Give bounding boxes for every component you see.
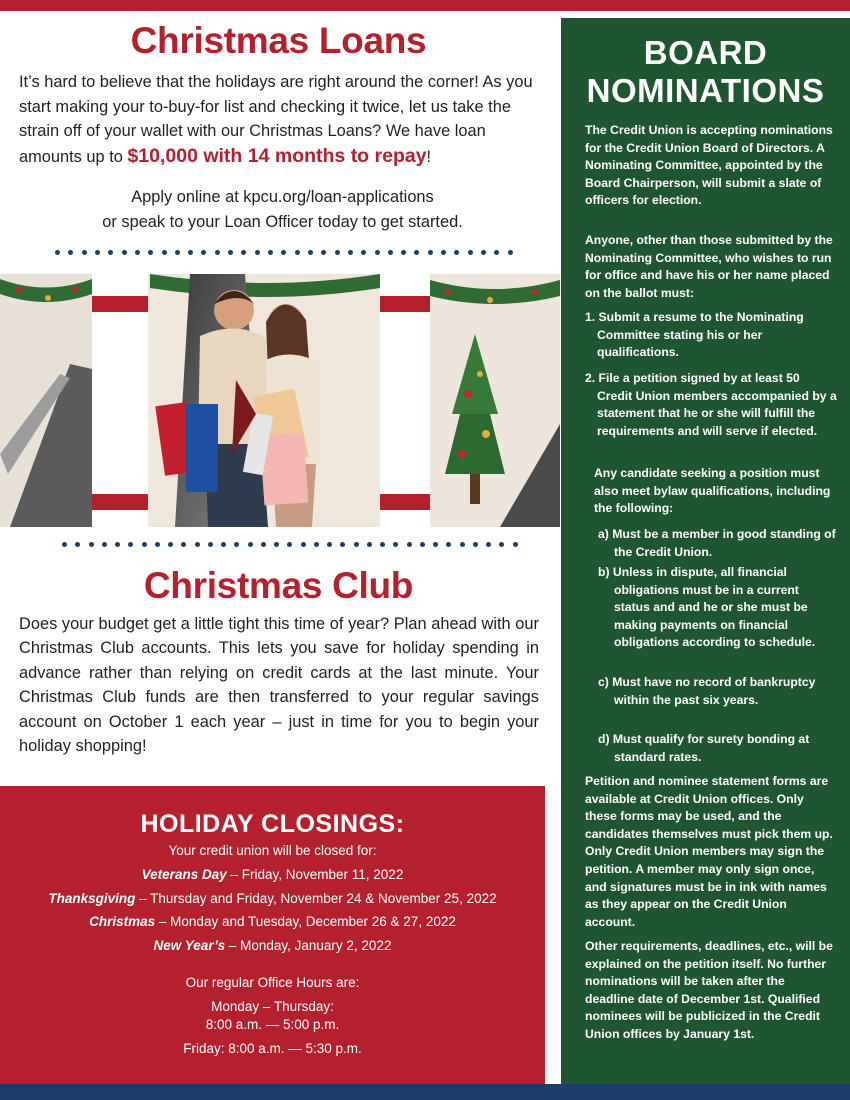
divider-dot	[314, 542, 319, 547]
divider-dot	[248, 542, 253, 547]
divider-dot	[148, 250, 153, 255]
closing-date: Monday, January 2, 2022	[240, 938, 392, 953]
closing-sep: –	[226, 867, 242, 882]
closing-sep: –	[225, 938, 241, 953]
divider-dot	[108, 250, 113, 255]
closing-name: New Year’s	[153, 938, 226, 953]
divider-dot	[195, 542, 200, 547]
divider-dot	[414, 250, 419, 255]
holiday-closings-box	[0, 786, 545, 1084]
divider-dot	[433, 542, 438, 547]
shopping-couple-photo	[0, 274, 560, 527]
divider-dot	[82, 250, 87, 255]
dotted-divider	[62, 542, 518, 547]
divider-dot	[308, 250, 313, 255]
board-paragraph-1: The Credit Union is accepting nominations for the Credit Union Board of Directors. A Nominating Committee, appointed by the Board Chairperson, will submit a slate of officers for election.	[585, 123, 833, 208]
divider-dot	[115, 542, 120, 547]
divider-dot	[162, 250, 167, 255]
divider-dot	[361, 250, 366, 255]
divider-dot	[375, 250, 380, 255]
divider-dot	[473, 542, 478, 547]
divider-dot	[102, 542, 107, 547]
divider-dot	[181, 542, 186, 547]
bylaw-item-d: d) Must qualify for surety bonding at standard rates.	[598, 732, 810, 764]
divider-dot	[327, 542, 332, 547]
divider-dot	[354, 542, 359, 547]
holiday-closings-title: HOLIDAY CLOSINGS:	[140, 810, 405, 838]
closing-sep: –	[155, 914, 171, 929]
divider-dot	[287, 542, 292, 547]
divider-dot	[234, 542, 239, 547]
closing-item	[0, 890, 545, 908]
board-paragraph-3: Any candidate seeking a position must also meet bylaw qualifications, including the following:	[594, 466, 831, 516]
closings-intro: Your credit union will be closed for:	[168, 843, 377, 858]
divider-dot	[261, 542, 266, 547]
divider-dot	[335, 250, 340, 255]
divider-dot	[75, 542, 80, 547]
divider-dot	[68, 250, 73, 255]
board-paragraph-5: Other requirements, deadlines, etc., will be explained on the petition itself. No further nominations will be taken after the deadline date of December 1st. Qualified nominees will be publicized in the Credit Union offices by January 1st.	[585, 939, 833, 1041]
divider-dot	[388, 250, 393, 255]
divider-dot	[122, 250, 127, 255]
divider-dot	[208, 542, 213, 547]
divider-dot	[155, 542, 160, 547]
board-paragraph-4: Petition and nominee statement forms are available at Credit Union offices. Only these forms may be used, and the candidates themselves must pick them up. Only Credit Union members may sign the petition. A member may only sign once, and signatures must be in ink with names as they appear on the Credit Union account.	[585, 774, 833, 929]
divider-dot	[168, 542, 173, 547]
loans-highlight: $10,000 with 14 months to repay	[127, 144, 427, 167]
closing-item	[0, 866, 545, 884]
divider-dot	[241, 250, 246, 255]
closing-date: Friday, November 11, 2022	[241, 867, 404, 882]
divider-dot	[508, 250, 513, 255]
divider-dot	[407, 542, 412, 547]
divider-dot	[401, 250, 406, 255]
divider-dot	[321, 250, 326, 255]
divider-dot	[274, 542, 279, 547]
christmas-loans-text	[19, 70, 539, 169]
divider-dot	[95, 250, 100, 255]
divider-dot	[281, 250, 286, 255]
title-line-1: BOARD	[643, 34, 768, 71]
divider-dot	[420, 542, 425, 547]
bylaw-item-c: c) Must have no record of bankruptcy within the past six years.	[598, 675, 816, 707]
divider-dot	[188, 250, 193, 255]
board-nominations-panel	[561, 18, 850, 1084]
divider-dot	[135, 250, 140, 255]
title-line-2: NOMINATIONS	[586, 72, 825, 109]
divider-dot	[55, 250, 60, 255]
divider-dot	[460, 542, 465, 547]
board-item-2: 2. File a petition signed by at least 50 Credit Union members accompanied by a statement that he or she will fulfill the requirements and will serve if elected.	[585, 371, 837, 438]
divider-dot	[513, 542, 518, 547]
office-hours-friday: Friday: 8:00 a.m. — 5:30 p.m.	[183, 1041, 362, 1056]
apply-info	[0, 185, 565, 235]
loans-intro: It’s hard to believe that the holidays are right around the corner! As you start making your to-buy-for list and checking it twice, let us take the strain off of your wallet with our Christmas Loans? We have loan amounts up to	[19, 73, 533, 166]
divider-dot	[142, 542, 147, 547]
closing-date: Thursday and Friday, November 24 & November 25, 2022	[150, 891, 497, 906]
christmas-loans-title: Christmas Loans	[130, 20, 427, 61]
board-paragraph-2: Anyone, other than those submitted by the Nominating Committee, who wishes to run for office and have his or her name placed on the ballot must:	[585, 233, 833, 300]
divider-dot	[128, 542, 133, 547]
divider-dot	[441, 250, 446, 255]
closing-name: Veterans Day	[141, 867, 227, 882]
divider-dot	[89, 542, 94, 547]
loans-after: !	[426, 147, 432, 166]
divider-dot	[393, 542, 398, 547]
christmas-club-text: Does your budget get a little tight this time of year? Plan ahead with our Christmas Club accounts. This lets you save for holiday spending in advance rather than relying on credit cards at the last minute. Your Christmas Club funds are then transferred to your regular savings account on October 1 each year – just in time for you to begin your holiday shopping!	[19, 615, 539, 756]
divider-dot	[446, 542, 451, 547]
closing-item	[0, 937, 545, 955]
board-nominations-title	[561, 34, 850, 110]
closing-name: Christmas	[89, 914, 156, 929]
divider-dot	[201, 250, 206, 255]
divider-dot	[228, 250, 233, 255]
divider-dot	[301, 542, 306, 547]
divider-dot	[486, 542, 491, 547]
board-item-1: 1. Submit a resume to the Nominating Committee stating his or her qualifications.	[585, 310, 804, 360]
divider-dot	[62, 542, 67, 547]
divider-dot	[454, 250, 459, 255]
bylaw-item-b: b) Unless in dispute, all financial obligations must be in a current status and and he or she must be making payments on financial obligations according to schedule.	[598, 565, 816, 650]
divider-dot	[499, 542, 504, 547]
divider-dot	[295, 250, 300, 255]
dotted-divider	[55, 250, 513, 255]
divider-dot	[340, 542, 345, 547]
divider-dot	[428, 250, 433, 255]
office-hours-days: Monday – Thursday:	[211, 999, 334, 1014]
closing-item	[0, 913, 545, 931]
bottom-accent-bar	[0, 1084, 850, 1100]
divider-dot	[468, 250, 473, 255]
divider-dot	[268, 250, 273, 255]
divider-dot	[215, 250, 220, 255]
apply-line-1: Apply online at kpcu.org/loan-applications	[131, 188, 434, 206]
divider-dot	[221, 542, 226, 547]
divider-dot	[348, 250, 353, 255]
divider-dot	[380, 542, 385, 547]
divider-dot	[494, 250, 499, 255]
divider-dot	[175, 250, 180, 255]
divider-dot	[481, 250, 486, 255]
top-accent-bar	[0, 0, 850, 11]
closing-date: Monday and Tuesday, December 26 & 27, 2022	[170, 914, 456, 929]
closing-sep: –	[135, 891, 151, 906]
divider-dot	[367, 542, 372, 547]
bylaw-item-a: a) Must be a member in good standing of the Credit Union.	[598, 527, 836, 559]
office-hours-time: 8:00 a.m. — 5:00 p.m.	[205, 1017, 340, 1032]
closing-name: Thanksgiving	[48, 891, 136, 906]
office-hours-intro: Our regular Office Hours are:	[185, 975, 360, 990]
apply-line-2: or speak to your Loan Officer today to get started.	[102, 213, 463, 231]
christmas-club-title: Christmas Club	[143, 565, 414, 606]
divider-dot	[255, 250, 260, 255]
